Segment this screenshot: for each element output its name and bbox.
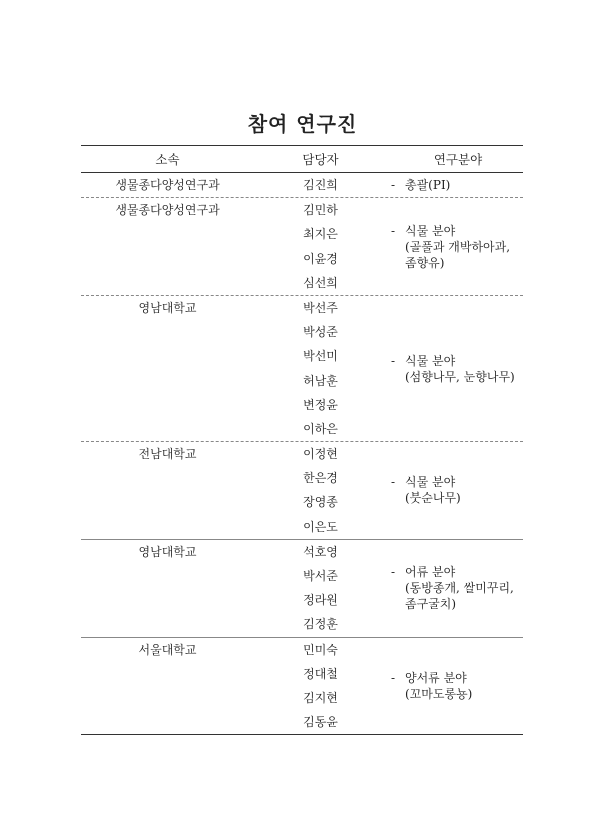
field-text: 총괄(PI) bbox=[405, 178, 451, 192]
person-name: 이정현 bbox=[303, 447, 338, 462]
person-name: 김동윤 bbox=[303, 715, 338, 730]
team-group bbox=[81, 637, 523, 735]
header-field: 연구분야 bbox=[433, 152, 483, 167]
person-name: 박성준 bbox=[303, 325, 338, 340]
field-cell bbox=[387, 540, 523, 637]
person-name: 김지현 bbox=[303, 690, 338, 705]
field-text: 어류 분야 (동방종개, 쌀미꾸리, 좀구굴치) bbox=[405, 565, 514, 612]
person-cell bbox=[254, 638, 387, 735]
person-name: 박서준 bbox=[303, 569, 338, 583]
field-cell bbox=[387, 198, 523, 295]
person-name: 최지은 bbox=[303, 227, 338, 242]
person-name: 박선주 bbox=[303, 300, 338, 315]
person-name: 심선희 bbox=[303, 275, 338, 290]
field-cell bbox=[387, 442, 523, 539]
field-dash: - bbox=[391, 223, 396, 238]
field-cell bbox=[387, 638, 523, 735]
person-cell bbox=[254, 442, 387, 539]
person-name: 김진희 bbox=[303, 178, 338, 192]
affiliation-cell: 전남대학교 bbox=[138, 447, 197, 462]
affiliation-cell: 생물종다양성연구과 bbox=[115, 203, 220, 218]
page-title: 참여 연구진 bbox=[247, 112, 358, 136]
person-cell bbox=[254, 173, 387, 197]
field-dash: - bbox=[391, 178, 396, 192]
team-group bbox=[81, 173, 523, 197]
team-group bbox=[81, 539, 523, 637]
field-cell bbox=[387, 173, 523, 197]
person-name: 이은도 bbox=[303, 519, 338, 534]
field-dash: - bbox=[391, 475, 396, 490]
person-cell bbox=[254, 296, 387, 441]
person-name: 장영종 bbox=[303, 495, 338, 510]
person-name: 정대철 bbox=[303, 666, 338, 681]
person-name: 석호영 bbox=[303, 544, 338, 559]
header-person: 담당자 bbox=[302, 152, 339, 167]
field-text: 식물 분야 (붓순나무) bbox=[405, 475, 461, 506]
team-group bbox=[81, 441, 523, 539]
field-text: 식물 분야 (골풀과 개박하아과, 좀향유) bbox=[405, 223, 511, 270]
affiliation-cell: 생물종다양성연구과 bbox=[115, 178, 220, 192]
person-name: 정라원 bbox=[303, 593, 338, 608]
team-group bbox=[81, 295, 523, 441]
person-name: 이윤경 bbox=[303, 251, 338, 266]
field-dash: - bbox=[391, 353, 396, 368]
person-name: 김정훈 bbox=[303, 617, 338, 632]
field-dash: - bbox=[391, 565, 396, 580]
field-dash: - bbox=[391, 670, 396, 685]
affiliation-cell: 서울대학교 bbox=[138, 642, 197, 657]
person-name: 이하은 bbox=[303, 421, 338, 436]
field-cell bbox=[387, 296, 523, 441]
table-header-row bbox=[81, 146, 523, 173]
field-text: 식물 분야 (섬향나무, 눈향나무) bbox=[405, 353, 515, 384]
person-cell bbox=[254, 540, 387, 637]
person-name: 김민하 bbox=[303, 203, 338, 218]
affiliation-cell: 영남대학교 bbox=[138, 300, 197, 315]
person-name: 박선미 bbox=[303, 349, 338, 364]
person-cell bbox=[254, 198, 387, 295]
person-name: 허남훈 bbox=[303, 373, 338, 388]
research-team-table bbox=[81, 145, 523, 735]
person-name: 변정윤 bbox=[303, 397, 338, 412]
person-name: 한은경 bbox=[303, 471, 338, 486]
team-group bbox=[81, 197, 523, 295]
field-text: 양서류 분야 (꼬마도롱뇽) bbox=[405, 670, 473, 701]
affiliation-cell: 영남대학교 bbox=[138, 544, 197, 559]
header-affiliation: 소속 bbox=[155, 152, 180, 167]
person-name: 민미숙 bbox=[303, 642, 338, 657]
